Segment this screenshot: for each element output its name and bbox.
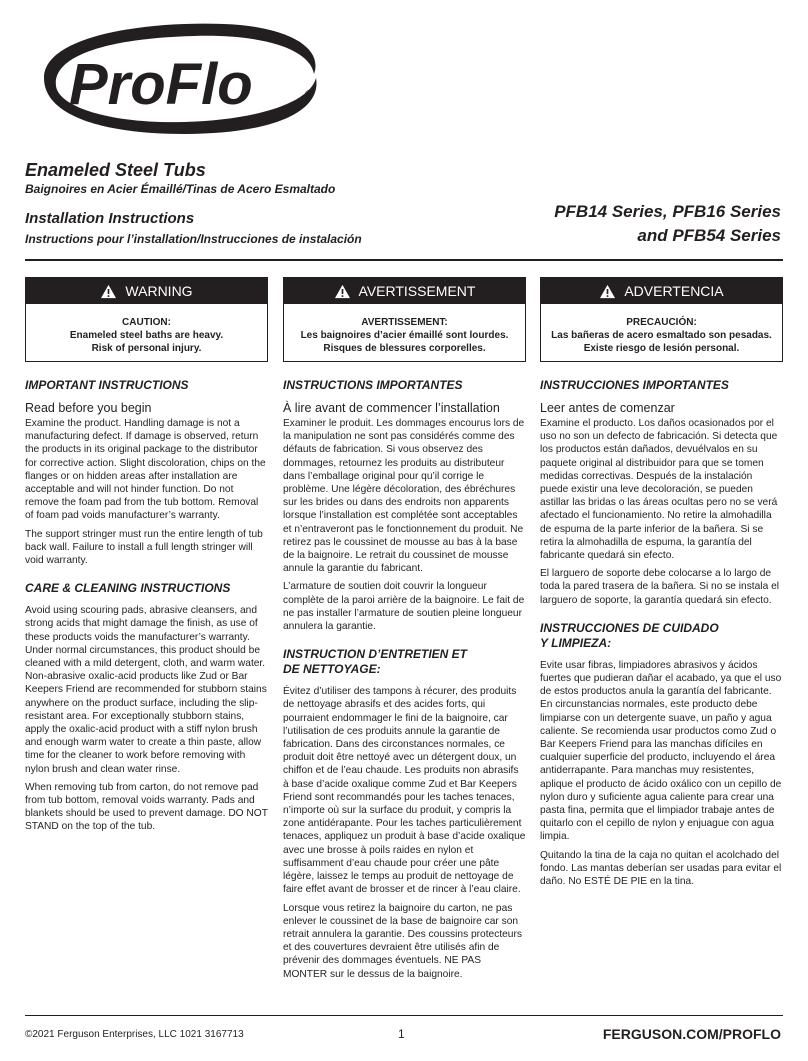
paragraph: Avoid using scouring pads, abrasive cleansers, and strong acids that might damage the finish, as use of these products voids the manufacturer’s warranty. Under normal circumstances, this product should be cleaned with a mild detergent, cloth, and warm water. Non-abrasive oxalic-acid products like Zud or Bar Keepers Friend are recommended for stubborn stains anywhere on the product surface, including the slip-resistant area. For exceptionally stubborn stains, apply the oxalic-acid product with a stiff nylon brush and enough warm water to create a thin paste, allow time for the cleaner to work before removing with nylon brush and clean water rinse. xyxy=(25,605,267,775)
footer-divider xyxy=(25,1015,783,1016)
warning-line: CAUTION: xyxy=(122,317,171,328)
paragraph: Lorsque vous retirez la baignoire du carton, ne pas enlever le coussinet de la base de baignoire car son retrait annulera la garantie. Des coussins protecteurs et des couvertures devraient être utilisés afin de prévenir des dommages éventuels. NE PAS MONTER sur le dessus de la baignoire. xyxy=(283,902,522,980)
copyright: ©2021 Ferguson Enterprises, LLC 1021 3167713 xyxy=(25,1029,244,1040)
warning-line: Risk of personal injury. xyxy=(91,343,202,354)
warning-box-french xyxy=(283,277,526,362)
document-subtitle: Baignoires en Acier Émaillé/Tinas de Acero Esmaltado xyxy=(25,182,336,196)
warning-line: Les baignoires d’acier émaillé sont lourdes. xyxy=(300,330,509,341)
heading-line: INSTRUCTION D’ENTRETIEN ET xyxy=(283,647,468,662)
section-heading xyxy=(283,647,526,677)
page-number: 1 xyxy=(398,1027,405,1041)
warning-line: Enameled steel baths are heavy. xyxy=(69,330,224,341)
paragraph: Examiner le produit. Les dommages encourus lors de la manipulation ne sont pas considérés comme des défauts de fabrication. Si vous observez des dommages, retournez les produits au distributeur dans l’emballage original pour qu’il corrige le problème. Une légère décoloration, des ébréchures sur les brides ou dans des endroits non apparents lorsque l’installation est complétée sont acceptables et n’entraveront pas le fonctionnement du produit. Ne retirez pas le coussinet de mousse au bas à la base de la baignoire. Le retrait du coussinet de mousse annule la garantie du fabricant. xyxy=(283,418,525,575)
warning-label: ADVERTENCIA xyxy=(624,283,724,299)
warning-text xyxy=(26,304,267,355)
paragraph: El larguero de soporte debe colocarse a lo largo de toda la pared trasera de la bañera. Si no se instala el larguero de soporte, la garantía quedará sin efecto. xyxy=(540,568,779,606)
instructions-title: Installation Instructions xyxy=(25,210,195,227)
warning-line: AVERTISSEMENT: xyxy=(361,317,448,328)
website-link[interactable]: FERGUSON.COM/PROFLO xyxy=(602,1026,781,1042)
warning-box-english xyxy=(25,277,268,362)
column-spanish xyxy=(540,378,783,893)
warning-label: WARNING xyxy=(125,283,193,299)
warning-line: PRECAUCIÓN: xyxy=(626,317,697,328)
series-line-2: and PFB54 Series xyxy=(637,226,781,245)
warning-line: Las bañeras de acero esmaltado son pesadas. xyxy=(551,330,772,341)
heading-line: DE NETTOYAGE: xyxy=(283,662,381,677)
subheading: À lire avant de commencer l’installation xyxy=(283,401,500,415)
proflo-logo xyxy=(24,16,324,136)
subheading: Read before you begin xyxy=(25,401,152,415)
heading-line: Y LIMPIEZA: xyxy=(540,635,612,650)
section-heading: INSTRUCTIONS IMPORTANTES xyxy=(283,378,463,392)
warning-line: Existe riesgo de lesión personal. xyxy=(583,343,740,354)
warning-line: Risques de blessures corporelles. xyxy=(323,343,486,354)
warning-triangle-icon xyxy=(599,284,616,299)
section-heading: CARE & CLEANING INSTRUCTIONS xyxy=(25,581,231,596)
series-line-1: PFB14 Series, PFB16 Series xyxy=(554,202,781,221)
paragraph: Examine el producto. Los daños ocasionados por el uso no son un defecto de fabricación. Si detecta que los productos están dañados, devuélvalos en su paquete original al distribuidor para que se tomen medidas correctivas. Después de la instalación puede existir una leve decoloración, se pueden astillar las bridas o las áreas ocultas pero no se verá afectado el funcionamiento. No retire la almohadilla de espuma de la parte inferior de la bañera. Si se retira la almohadilla de espuma, la garantía del fabricante quedará sin efecto. xyxy=(540,418,778,562)
brand-name xyxy=(69,52,253,117)
column-french xyxy=(283,378,526,986)
warning-box-spanish xyxy=(540,277,783,362)
section-heading xyxy=(540,621,783,651)
svg-text:ProFlo: ProFlo xyxy=(69,52,253,117)
warning-text xyxy=(284,304,525,355)
warning-label: AVERTISSEMENT xyxy=(358,283,476,299)
paragraph: L’armature de soutien doit couvrir la longueur complète de la paroi arrière de la baignoire. Le fait de ne pas installer l’armature de soutien pleine longueur annulera la garantie. xyxy=(283,581,525,633)
column-english xyxy=(25,378,268,839)
warning-triangle-icon xyxy=(334,284,351,299)
paragraph: Evite usar fibras, limpiadores abrasivos y ácidos fuertes que pudieran dañar el acabado, ya que el uso de estos productos anula la garantía del fabricante. En circunstancias normales, este producto debe limpiarse con un detergente suave, un paño y agua caliente. Se recomienda usar productos como Zud o Bar Keepers Friend para las manchas difíciles en cualquier superficie del producto, incluyendo el área antiderrapante. Para manchas muy resistentes, aplique el producto de ácido oxálico con un cepillo de nylon duro y suficiente agua caliente para crear una pasta fina, permita que el limpiador trabaje antes de quitarlo con el cepillo de nylon y enjuague con agua limpia. xyxy=(540,659,782,843)
heading-line: INSTRUCCIONES DE CUIDADO xyxy=(540,620,719,635)
paragraph: Évitez d’utiliser des tampons à récurer, des produits de nettoyage abrasifs et des acides forts, qui pourraient endommager le fini de la baignoire, car l’utilisation de ces produits annule la garantie de fabrication. Dans des circonstances normales, ce produit doit être nettoyé avec un détergent doux, un chiffon et de l’eau chaude. Les produits non abrasifs à base d’acide oxalique comme Zud et Bar Keepers Friend sont recommandés pour les taches tenaces, n’importe où sur la surface du produit, y compris la zone antidérapante. Pour les taches particulièrement tenaces, appliquez un produit à base d’acide oxalique avec une brosse à poils raides en nylon et suffisamment d’eau chaude pour créer une pâte légère, laissez le temps au produit de nettoyage de faire effet avant de brosser et de rincer à l’eau claire. xyxy=(283,686,526,896)
warning-text xyxy=(541,304,782,355)
warning-triangle-icon xyxy=(100,284,117,299)
section-heading: INSTRUCCIONES IMPORTANTES xyxy=(540,378,729,392)
warning-header xyxy=(26,278,267,304)
subheading: Leer antes de comenzar xyxy=(540,401,675,415)
instructions-subtitle: Instructions pour l’installation/Instrucciones de instalación xyxy=(25,232,362,246)
warning-header xyxy=(284,278,525,304)
paragraph: Examine the product. Handling damage is not a manufacturing defect. If damage is observed, return the products in its original package to the distributor for corrective action. Slight discoloration, chips on the flanges or on hidden areas after installation are acceptable and will not hinder function. Do not remove the foam pad from the tub bottom. Removal of foam pad voids manufacturer’s warranty. xyxy=(25,418,266,522)
header-divider xyxy=(25,259,783,261)
section-heading: IMPORTANT INSTRUCTIONS xyxy=(25,378,189,392)
series-label xyxy=(554,200,781,248)
registered-mark: ® xyxy=(305,89,314,101)
paragraph: When removing tub from carton, do not remove pad from tub bottom, removal voids warranty. Pads and blankets should be used to prevent damage. DO NOT STAND on the top of the tub. xyxy=(25,781,268,833)
paragraph: The support stringer must run the entire length of tub back wall. Failure to install a full length stringer will void warranty. xyxy=(25,528,263,567)
warning-header xyxy=(541,278,782,304)
paragraph: Quitando la tina de la caja no quitan el acolchado del fondo. Las mantas deberían ser usadas para evitar el daño. No ESTÉ DE PIE en la tina. xyxy=(540,849,782,888)
document-title: Enameled Steel Tubs xyxy=(25,160,206,180)
